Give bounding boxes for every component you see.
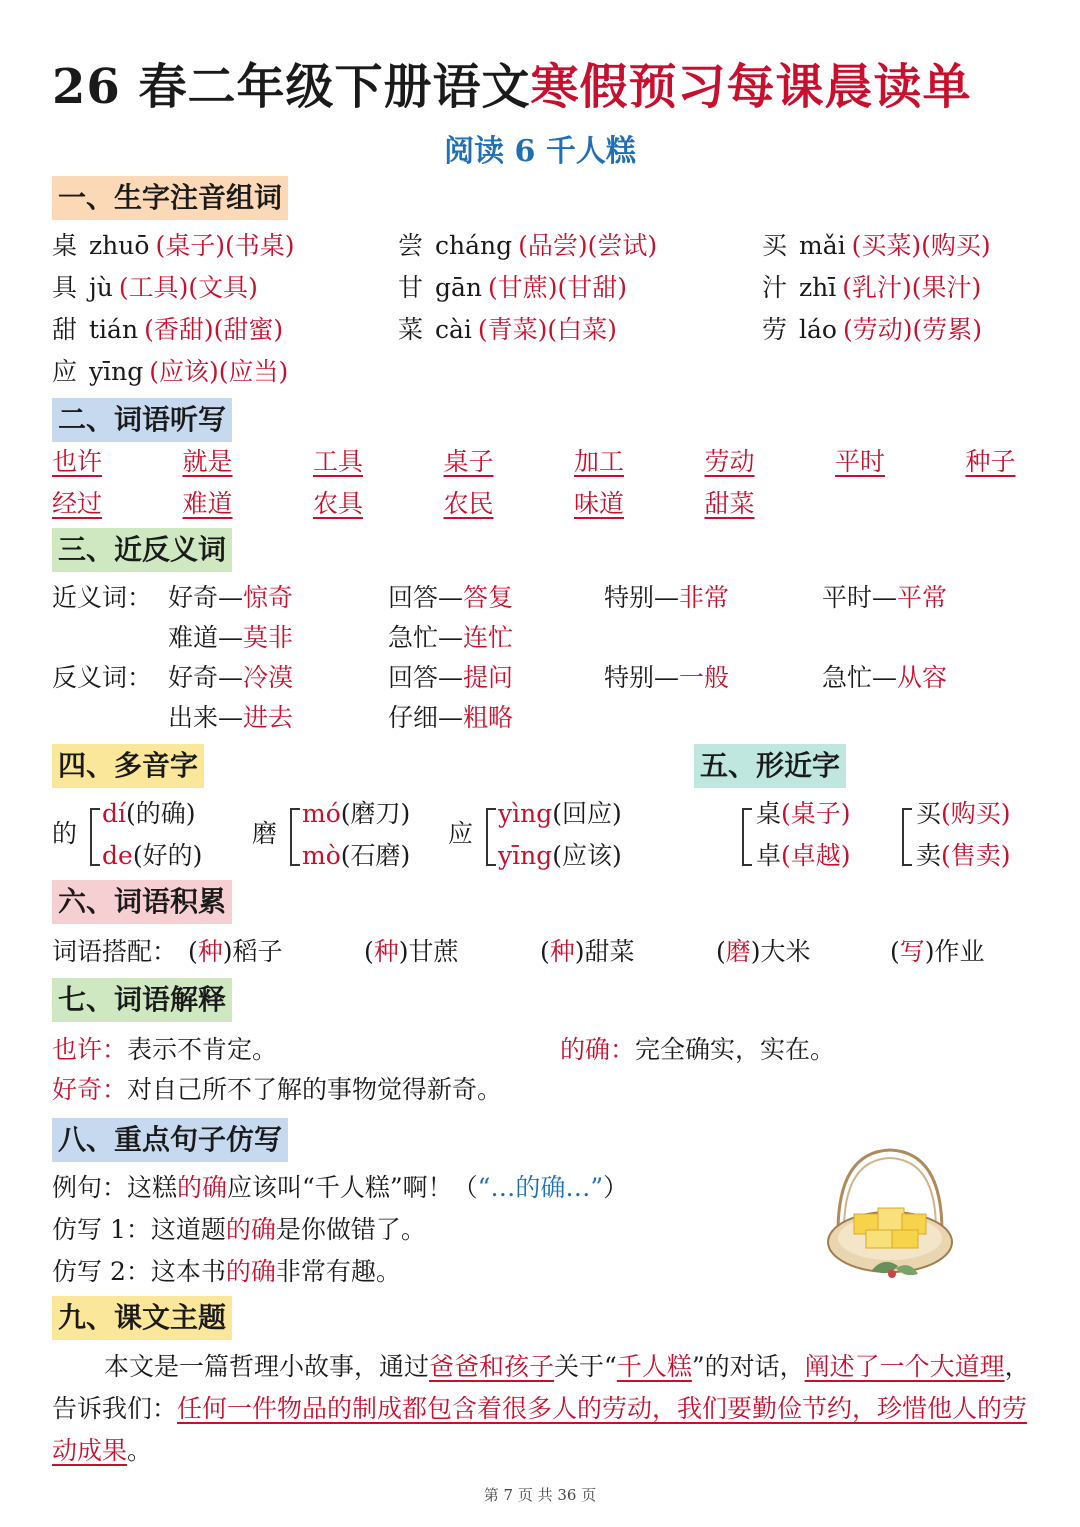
- vocab-char: 甘: [398, 273, 424, 302]
- polyphone-reading: [498, 798, 622, 830]
- pair-word: 仔细: [388, 703, 439, 732]
- antonym-label: 反义词：: [52, 663, 153, 692]
- vocab-pinyin: tián: [89, 315, 139, 344]
- pair-word: 出来: [168, 703, 219, 732]
- polyphone-char: 应: [448, 819, 474, 848]
- paren: (: [716, 937, 726, 966]
- section-9-header: 九、课文主题: [52, 1296, 232, 1340]
- vocab-char: 甜: [52, 315, 78, 344]
- pair-match: 提问: [463, 663, 514, 692]
- vocab-pinyin: láo: [799, 315, 837, 344]
- paren: (: [364, 937, 374, 966]
- similar-word: (桌子): [781, 799, 851, 828]
- vocab-entry: [762, 272, 981, 304]
- pair-dash: —: [872, 583, 898, 612]
- page-footer: 第 7 页 共 36 页: [483, 1486, 597, 1504]
- similar-char: 卓: [756, 841, 782, 870]
- vocab-entry: [398, 314, 617, 346]
- brace-icon: [486, 808, 496, 866]
- similar-word: (购买): [941, 799, 1011, 828]
- vocab-char: 应: [52, 357, 78, 386]
- similar-char: 卖: [916, 841, 942, 870]
- paren: (: [890, 937, 900, 966]
- pair-match: 连忙: [463, 623, 514, 652]
- pair-dash: —: [438, 663, 464, 692]
- section-3-header: 三、近反义词: [52, 528, 232, 572]
- pair-word: 急忙: [388, 623, 439, 652]
- polyphone-reading: [102, 840, 202, 872]
- vocab-pinyin: jù: [89, 273, 113, 302]
- collocation-noun: 大米: [760, 937, 811, 966]
- pair-word: 急忙: [822, 663, 873, 692]
- pair-dash: —: [218, 663, 244, 692]
- pair-word: 平时: [822, 583, 873, 612]
- dictation-word: 农民: [443, 489, 494, 518]
- paren: (: [188, 937, 198, 966]
- vocab-char: 劳: [762, 315, 788, 344]
- pair-word: 好奇: [168, 583, 219, 612]
- vocab-words: (香甜)(甜蜜): [144, 315, 284, 344]
- pair-word: 好奇: [168, 663, 219, 692]
- reading-word: (的确): [126, 799, 196, 828]
- word-pair: [168, 702, 293, 734]
- imitation-sentence-2: 仿写 2：这本书的确非常有趣。: [52, 1257, 401, 1286]
- word-pair: [388, 622, 513, 654]
- polyphone-char: 磨: [252, 819, 278, 848]
- vocab-words: (乳汁)(果汁): [842, 273, 982, 302]
- vocab-char: 菜: [398, 315, 424, 344]
- vocab-char: 汁: [762, 273, 788, 302]
- pair-dash: —: [438, 583, 464, 612]
- reading-word: (好的): [132, 841, 203, 870]
- brace-icon: [90, 808, 100, 866]
- collocation-noun: 甘蔗: [408, 937, 459, 966]
- polyphone-reading: [302, 798, 410, 830]
- reading-pinyin: dí: [102, 799, 126, 828]
- collocation-item: [716, 936, 811, 968]
- page-title: 26 春二年级下册语文寒假预习每课晨读单: [52, 59, 972, 115]
- vocab-pinyin: zhī: [799, 273, 837, 302]
- brace-icon: [290, 808, 300, 866]
- reading-pinyin: de: [102, 841, 133, 870]
- similar-char-entry: [756, 798, 851, 830]
- collocation-item: [188, 936, 283, 968]
- polyphone-reading: [102, 798, 196, 830]
- pair-match: 一般: [679, 663, 730, 692]
- section-6-header: 六、词语积累: [52, 880, 232, 924]
- brace-icon: [742, 808, 752, 866]
- paren: ): [924, 937, 935, 966]
- collocation-verb: 种: [197, 937, 223, 966]
- pair-match: 冷漠: [243, 663, 294, 692]
- vocab-pinyin: cài: [435, 315, 472, 344]
- pair-word: 特别: [604, 663, 655, 692]
- vocab-words: (甘蔗)(甘甜): [488, 273, 628, 302]
- vocab-words: (买菜)(购买): [851, 231, 991, 260]
- dictation-word: 桌子: [443, 447, 494, 476]
- pair-match: 粗略: [463, 703, 514, 732]
- section-4-header: 四、多音字: [52, 744, 204, 788]
- word-pair: [388, 662, 513, 694]
- vocab-char: 买: [762, 231, 788, 260]
- word-pair: [168, 662, 293, 694]
- vocab-char: 具: [52, 273, 78, 302]
- vocab-words: (青菜)(白菜): [477, 315, 617, 344]
- reading-word: (石磨): [340, 841, 411, 870]
- imitation-sentence-1: 仿写 1：这道题的确是你做错了。: [52, 1215, 426, 1244]
- brace-icon: [902, 808, 912, 866]
- pair-dash: —: [438, 703, 464, 732]
- vocab-words: (劳动)(劳累): [842, 315, 982, 344]
- vocab-entry: [762, 314, 982, 346]
- cake-basket-illustration: [820, 1142, 960, 1292]
- definition-item: 的确：完全确实，实在。: [560, 1035, 836, 1064]
- vocab-words: (桌子)(书桌): [155, 231, 295, 260]
- reading-pinyin: yìng: [498, 799, 553, 828]
- dictation-word: 味道: [574, 489, 625, 518]
- pair-match: 从容: [897, 663, 948, 692]
- vocab-words: (应该)(应当): [149, 357, 289, 386]
- vocab-pinyin: mǎi: [799, 231, 846, 260]
- pair-dash: —: [218, 623, 244, 652]
- word-pair: [604, 662, 729, 694]
- vocab-entry: [52, 272, 258, 304]
- dictation-word: 平时: [835, 447, 886, 476]
- similar-char-entry: [756, 840, 851, 872]
- pair-dash: —: [654, 663, 680, 692]
- lesson-subtitle: 阅读 6 千人糕: [444, 134, 636, 169]
- dictation-word: 就是: [182, 447, 233, 476]
- dictation-word: 难道: [182, 489, 233, 518]
- section-7-header: 七、词语解释: [52, 978, 232, 1022]
- synonym-label: 近义词：: [52, 583, 153, 612]
- vocab-entry: [398, 272, 627, 304]
- collocation-noun: 作业: [934, 937, 985, 966]
- vocab-char: 尝: [398, 231, 424, 260]
- pair-match: 非常: [679, 583, 730, 612]
- pair-match: 莫非: [243, 623, 294, 652]
- reading-word: (应该): [552, 841, 622, 870]
- word-pair: [822, 662, 947, 694]
- word-pair: [604, 582, 729, 614]
- dictation-word: 工具: [313, 447, 364, 476]
- dictation-word: 种子: [965, 447, 1016, 476]
- definition-item: 好奇：对自己所不了解的事物觉得新奇。: [52, 1075, 503, 1104]
- word-pair: [168, 582, 293, 614]
- similar-char-entry: [916, 840, 1011, 872]
- vocab-pinyin: zhuō: [89, 231, 150, 260]
- collocation-verb: 种: [549, 937, 575, 966]
- similar-char: 桌: [756, 799, 782, 828]
- section-1-header: 一、生字注音组词: [52, 176, 288, 220]
- vocab-char: 桌: [52, 231, 78, 260]
- collocation-item: [890, 936, 985, 968]
- section-2-header: 二、词语听写: [52, 398, 232, 442]
- similar-word: (卓越): [781, 841, 851, 870]
- word-pair: [822, 582, 947, 614]
- collocation-item: [364, 936, 459, 968]
- collocation-noun: 稻子: [232, 937, 283, 966]
- paren: ): [222, 937, 233, 966]
- collocation-item: [540, 936, 635, 968]
- collocation-label: 词语搭配：: [52, 937, 178, 966]
- collocation-noun: 甜菜: [584, 937, 635, 966]
- pair-word: 回答: [388, 583, 439, 612]
- pair-word: 回答: [388, 663, 439, 692]
- dictation-word: 经过: [52, 489, 103, 518]
- similar-word: (售卖): [941, 841, 1011, 870]
- dictation-word: 也许: [52, 447, 103, 476]
- vocab-pinyin: cháng: [435, 231, 513, 260]
- pair-word: 难道: [168, 623, 219, 652]
- dictation-word: 加工: [574, 447, 625, 476]
- word-pair: [168, 622, 293, 654]
- polyphone-reading: [498, 840, 622, 872]
- similar-char: 买: [916, 799, 942, 828]
- vocab-entry: [52, 230, 294, 262]
- reading-pinyin: mó: [302, 799, 341, 828]
- theme-paragraph: 本文是一篇哲理小故事，通过爸爸和孩子关于“千人糕”的对话，阐述了一个大道理，告诉我们：任何一件物品的制成都包含着很多人的劳动，我们要勤俭节约，珍惜他人的劳动成果。: [52, 1352, 1030, 1465]
- dictation-word: 农具: [313, 489, 364, 518]
- vocab-words: (工具)(文具): [118, 273, 258, 302]
- paren: ): [750, 937, 761, 966]
- pair-dash: —: [218, 703, 244, 732]
- pair-dash: —: [438, 623, 464, 652]
- collocation-verb: 磨: [725, 937, 751, 966]
- paren: ): [574, 937, 585, 966]
- reading-word: (回应): [552, 799, 622, 828]
- paren: ): [398, 937, 409, 966]
- pair-word: 特别: [604, 583, 655, 612]
- pair-match: 答复: [463, 583, 514, 612]
- reading-pinyin: yīng: [498, 841, 553, 870]
- pair-match: 进去: [243, 703, 294, 732]
- definition-item: 也许：表示不肯定。: [52, 1035, 278, 1064]
- pair-dash: —: [218, 583, 244, 612]
- vocab-pinyin: gān: [435, 273, 483, 302]
- dictation-word: 甜菜: [704, 489, 755, 518]
- vocab-pinyin: yīng: [89, 357, 144, 386]
- example-sentence: 例句：这糕的确应该叫“千人糕”啊！（“…的确…”）: [52, 1173, 629, 1202]
- dictation-word: 劳动: [704, 447, 755, 476]
- section-5-header: 五、形近字: [694, 744, 846, 788]
- collocation-verb: 写: [899, 937, 925, 966]
- paren: (: [540, 937, 550, 966]
- pair-match: 惊奇: [243, 583, 294, 612]
- pair-dash: —: [654, 583, 680, 612]
- collocation-verb: 种: [373, 937, 399, 966]
- reading-pinyin: mò: [302, 841, 341, 870]
- reading-word: (磨刀): [340, 799, 411, 828]
- similar-char-entry: [916, 798, 1011, 830]
- vocab-entry: [762, 230, 991, 262]
- word-pair: [388, 582, 513, 614]
- section-8-header: 八、重点句子仿写: [52, 1118, 288, 1162]
- polyphone-char: 的: [52, 819, 78, 848]
- pair-dash: —: [872, 663, 898, 692]
- vocab-entry: [52, 356, 288, 388]
- vocab-entry: [52, 314, 283, 346]
- pair-match: 平常: [897, 583, 948, 612]
- vocab-entry: [398, 230, 657, 262]
- word-pair: [388, 702, 513, 734]
- polyphone-reading: [302, 840, 410, 872]
- vocab-words: (品尝)(尝试): [518, 231, 658, 260]
